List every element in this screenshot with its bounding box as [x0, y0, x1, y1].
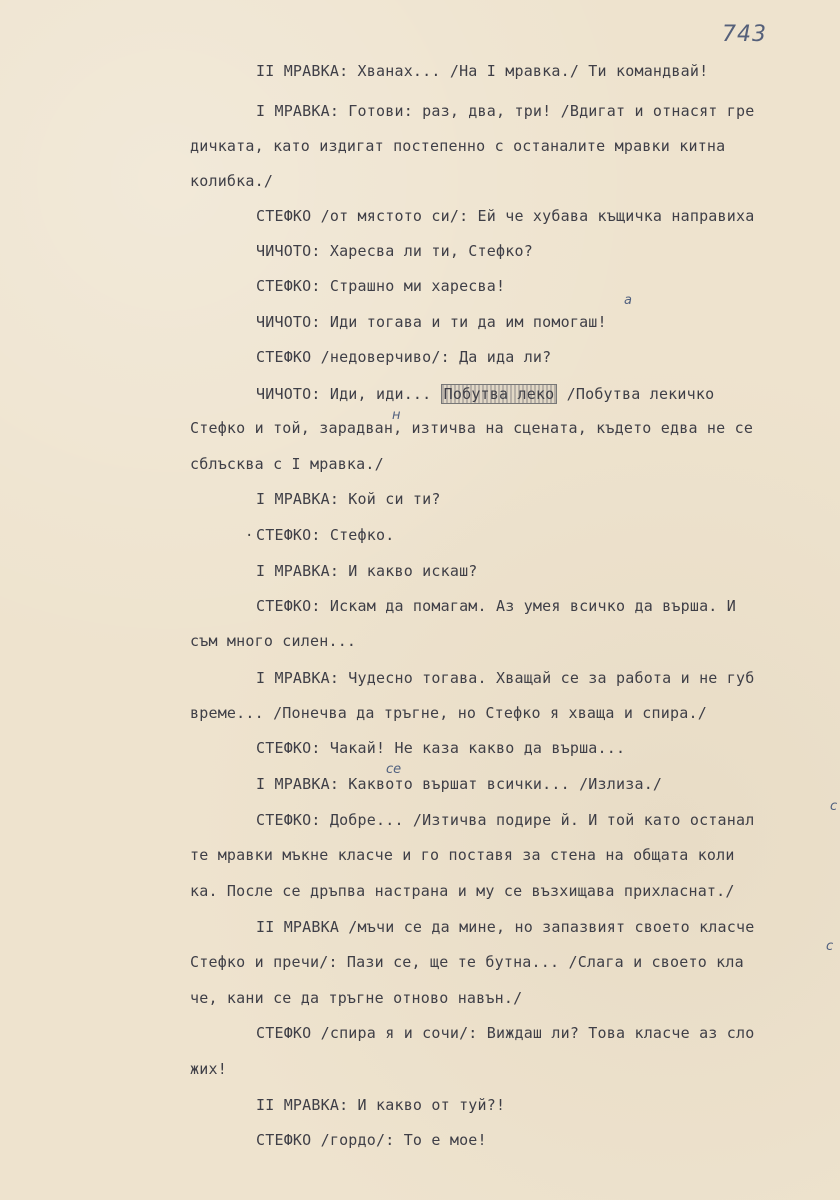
text-line: време... /Понечва да тръгне, но Стефко я хваща и спира./ — [190, 704, 707, 722]
handwritten-correction: с — [830, 799, 838, 814]
text-line: СТЕФКО: Искам да помагам. Аз умея всичко да върша. И — [256, 597, 736, 615]
text-line: СТЕФКО /недоверчиво/: Да ида ли? — [256, 348, 552, 366]
handwritten-correction: се — [386, 762, 402, 777]
text-line: II МРАВКА: Хванах... /На I мравка./ Ти командвай! — [256, 62, 709, 80]
text-line: СТЕФКО: Стефко. — [256, 526, 395, 544]
text-line: I МРАВКА: Готови: раз, два, три! /Вдигат и отнасят гре — [256, 102, 755, 120]
text-line: СТЕФКО: Добре... /Изтичва подире й. И той като останал — [256, 811, 755, 829]
text-line: жих! — [190, 1060, 227, 1078]
text-line: те мравки мъкне класче и го поставя за стена на общата коли — [190, 846, 735, 864]
text-line: I МРАВКА: Каквото вършат всички... /Излиза./ — [256, 775, 663, 793]
text-line: ЧИЧОТО: Иди тогава и ти да им помогаш! — [256, 313, 607, 331]
ink-dot: · — [245, 528, 254, 544]
text-segment: ЧИЧОТО: Иди, иди... — [256, 385, 441, 403]
text-line: съм много силен... — [190, 632, 357, 650]
text-line: ка. После се дръпва настрана и му се възхищава прихласнат./ — [190, 882, 735, 900]
text-line: дичката, като издигат постепенно с останалите мравки китна — [190, 137, 726, 155]
text-line: I МРАВКА: Кой си ти? — [256, 490, 441, 508]
text-line: СТЕФКО /гордо/: То е мое! — [256, 1131, 487, 1149]
text-line: Стефко и той, зарадван, изтичва на сцената, където едва не се — [190, 419, 754, 437]
text-line: II МРАВКА: И какво от туй?! — [256, 1096, 506, 1114]
text-line: че, кани се да тръгне отново навън./ — [190, 989, 523, 1007]
text-line: СТЕФКО: Чакай! Не каза какво да върша... — [256, 739, 626, 757]
text-line: колибка./ — [190, 172, 274, 190]
text-line: СТЕФКО: Страшно ми харесва! — [256, 277, 506, 295]
text-segment: /Побутва лекичко — [557, 385, 715, 403]
text-line: сблъсква с I мравка./ — [190, 455, 384, 473]
text-line: I МРАВКА: Чудесно тогава. Хващай се за работа и не губ — [256, 669, 755, 687]
page-number: 743 — [722, 22, 767, 47]
text-line: I МРАВКА: И какво искаш? — [256, 562, 478, 580]
struck-out-text: Побутва леко — [441, 384, 558, 404]
handwritten-correction: с — [826, 939, 834, 954]
handwritten-correction: а — [624, 293, 632, 308]
text-line: ЧИЧОТО: Харесва ли ти, Стефко? — [256, 242, 533, 260]
text-line-with-strikeout — [256, 384, 714, 404]
text-line: СТЕФКО /от мястото си/: Ей че хубава къщичка направиха — [256, 207, 755, 225]
text-line: СТЕФКО /спира я и сочи/: Виждаш ли? Това класче аз сло — [256, 1024, 755, 1042]
text-line: II МРАВКА /мъчи се да мине, но запазвият своето класче — [256, 918, 755, 936]
text-line: Стефко и пречи/: Пази се, ще те бутна... /Слага и своето кла — [190, 953, 744, 971]
handwritten-correction: н — [392, 408, 401, 423]
